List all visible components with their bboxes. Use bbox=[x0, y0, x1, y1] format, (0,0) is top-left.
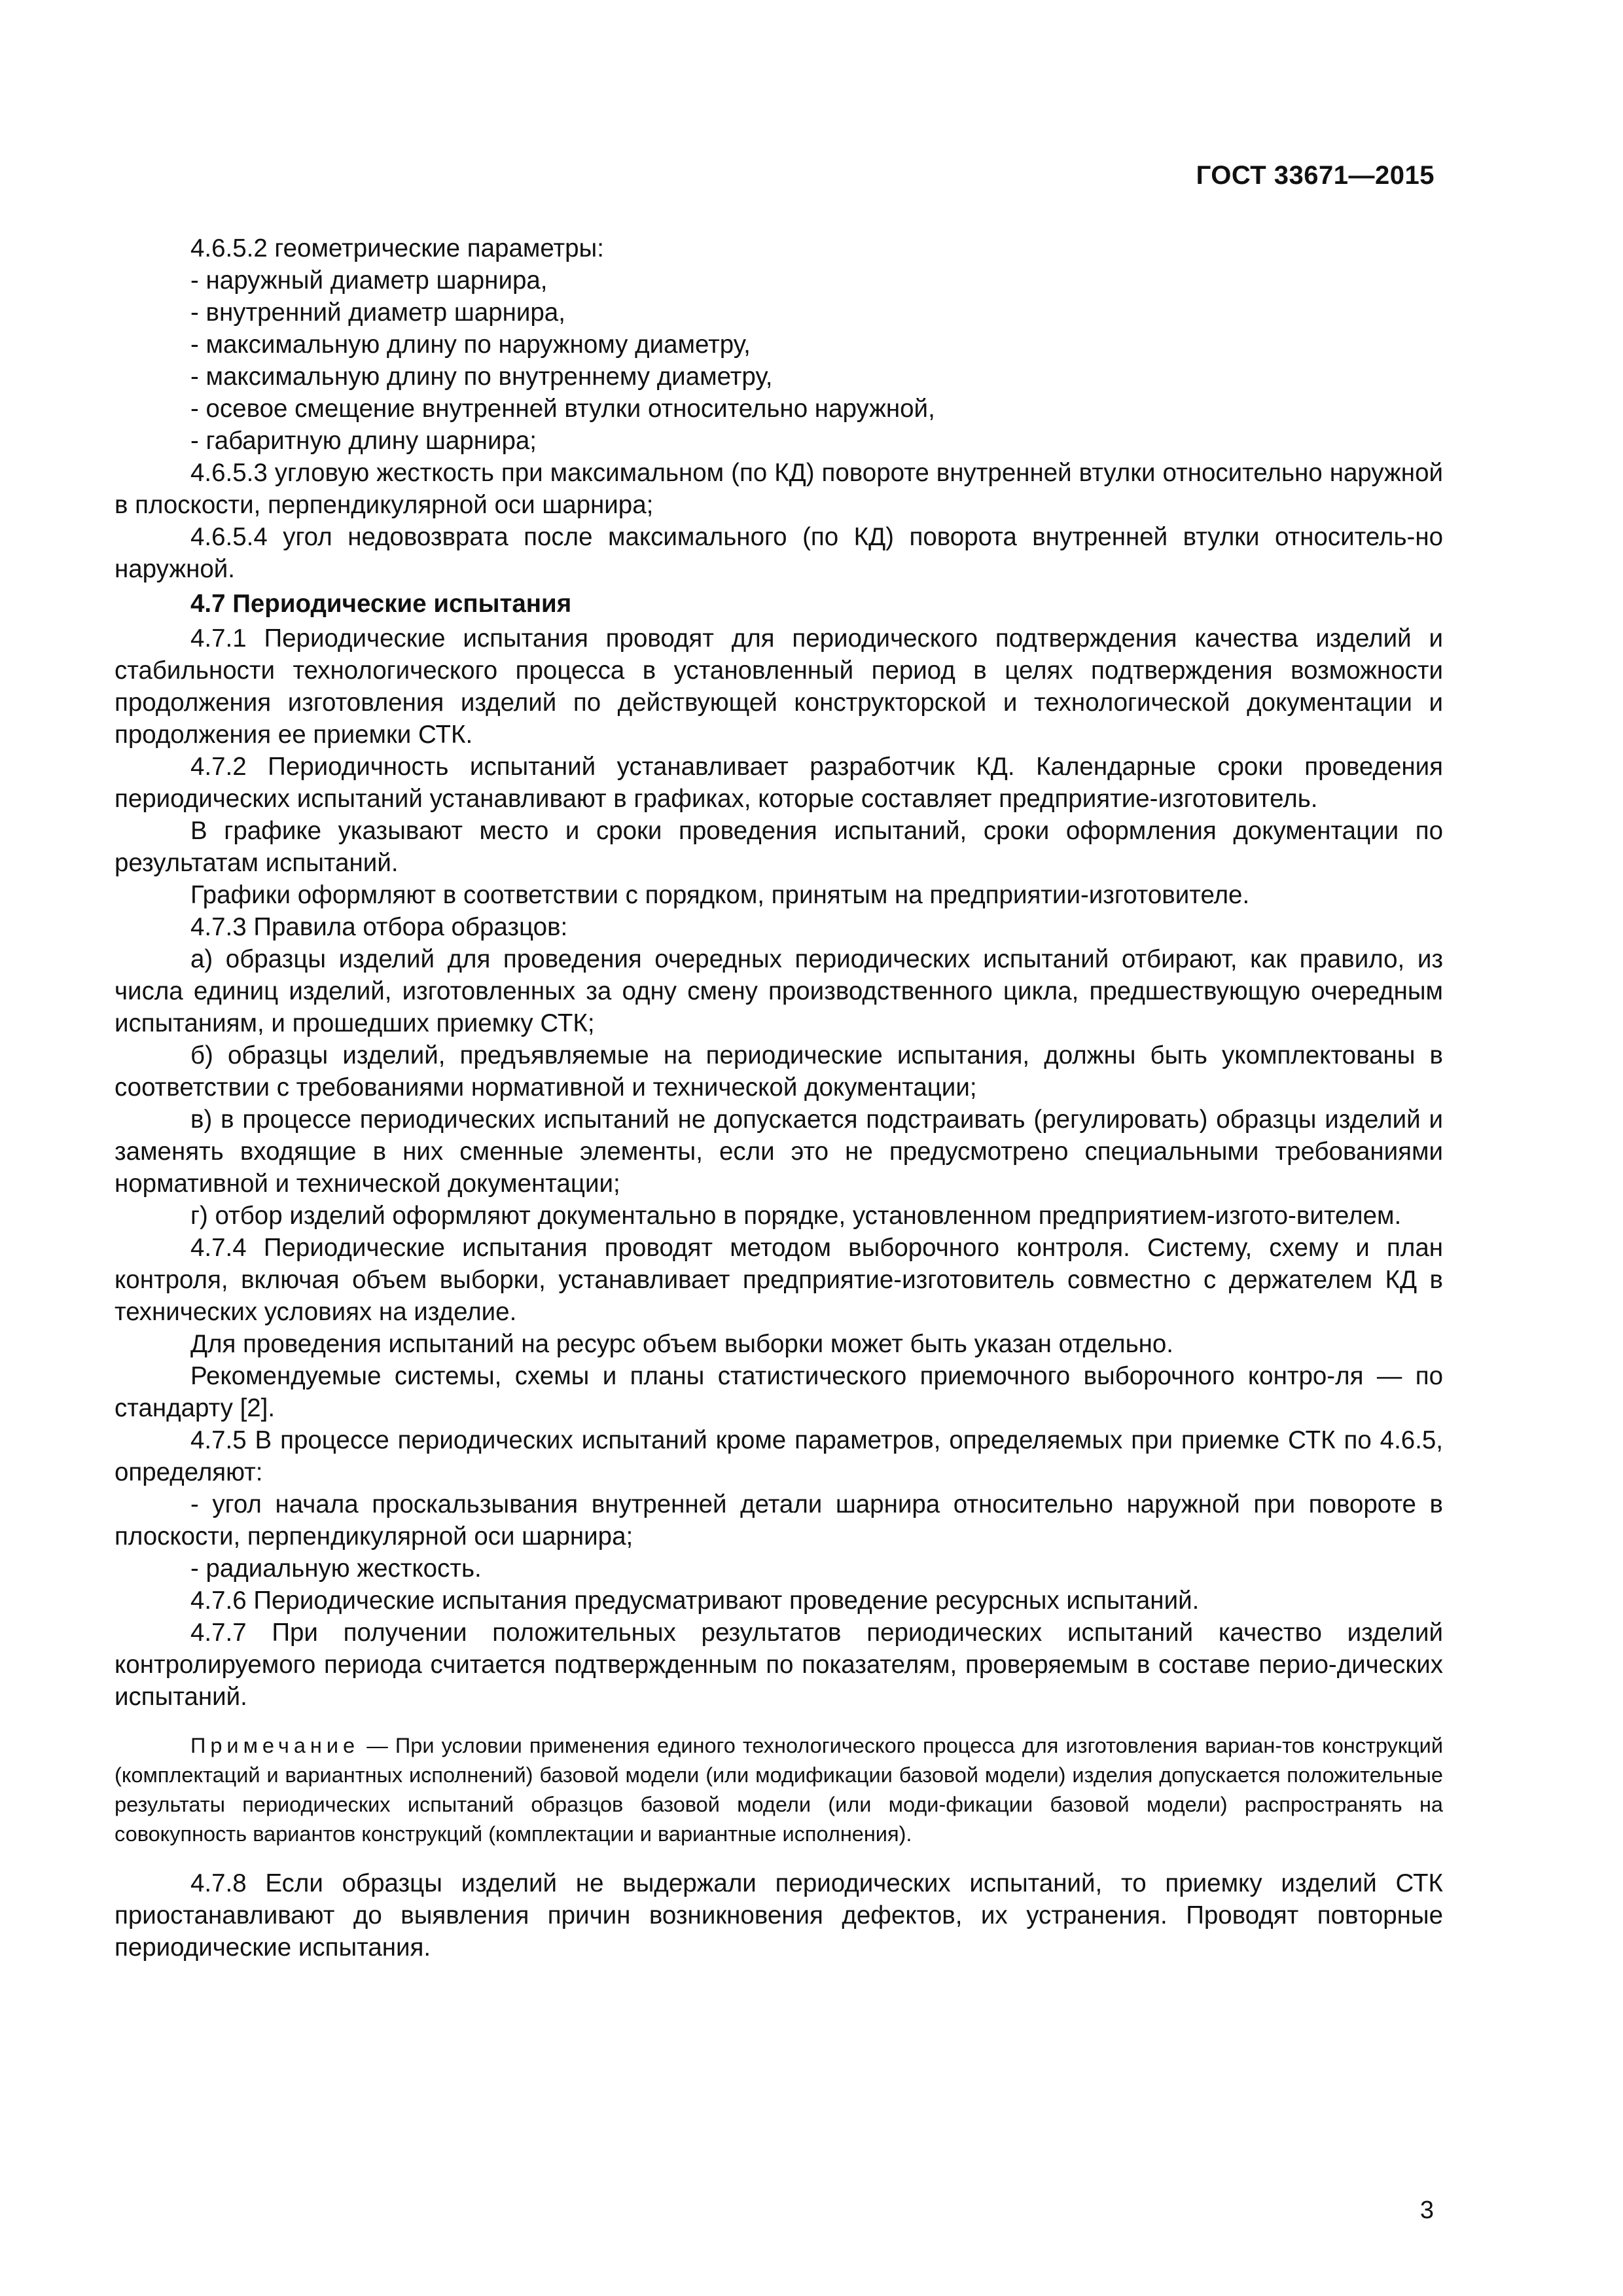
page-number: 3 bbox=[1419, 2197, 1434, 2224]
list-item: - максимальную длину по внутреннему диаметру, bbox=[190, 363, 773, 391]
clause-4-7-6: 4.7.6 Периодические испытания предусматривают проведение ресурсных испытаний. bbox=[190, 1587, 1200, 1615]
list-item: - габаритную длину шарнира; bbox=[190, 427, 537, 455]
list-item: - внутренний диаметр шарнира, bbox=[190, 298, 565, 327]
list-item: - осевое смещение внутренней втулки относительно наружной, bbox=[190, 395, 935, 423]
clause-4-7-2: 4.7.2 Периодичность испытаний устанавливает разработчик КД. Календарные сроки проведения периодических испытаний устанавливают в графиках, которые составляет предприятие-изготовитель. bbox=[115, 753, 1443, 813]
paragraph: Графики оформляют в соответствии с порядком, принятым на предприятии-изготовителе. bbox=[190, 881, 1250, 909]
clause-4-7-8: 4.7.8 Если образцы изделий не выдержали периодических испытаний, то приемку изделий СТК приостанавливают до выявления причин возникновения дефектов, их устранения. Проводят повторные периодические испытания. bbox=[115, 1869, 1443, 1962]
section-heading-4-7: 4.7 Периодические испытания bbox=[190, 590, 572, 618]
clause-4-7-5: 4.7.5 В процессе периодических испытаний кроме параметров, определяемых при приемке СТК по 4.6.5, определяют: bbox=[115, 1426, 1443, 1486]
note bbox=[115, 1731, 1443, 1849]
note-label: Примечание bbox=[190, 1734, 360, 1757]
clause-4-6-5-3: 4.6.5.3 угловую жесткость при максимальном (по КД) повороте внутренней втулки относительно наружной в плоскости, перпендикулярной оси шарнира; bbox=[115, 459, 1443, 519]
list-item: г) отбор изделий оформляют документально в порядке, установленном предприятием-изгото-вителем. bbox=[190, 1202, 1402, 1230]
clause-4-7-7: 4.7.7 При получении положительных результатов периодических испытаний качество изделий контролируемого периода считается подтвержденным по показателям, проверяемым в составе перио-дических испытаний. bbox=[115, 1619, 1443, 1711]
list-item: - наружный диаметр шарнира, bbox=[190, 266, 548, 295]
document-body bbox=[115, 232, 1443, 1964]
paragraph: В графике указывают место и сроки проведения испытаний, сроки оформления документации по результатам испытаний. bbox=[115, 817, 1443, 877]
list-item: - угол начала проскальзывания внутренней детали шарнира относительно наружной при повороте в плоскости, перпендикулярной оси шарнира; bbox=[115, 1490, 1443, 1551]
paragraph: Рекомендуемые системы, схемы и планы статистического приемочного выборочного контро-ля — по стандарту [2]. bbox=[115, 1362, 1443, 1422]
clause-4-6-5-2-title: 4.6.5.2 геометрические параметры: bbox=[190, 234, 604, 262]
note-text: — При условии применения единого технологического процесса для изготовления вариан-тов конструкций (комплектаций и вариантных исполнений) базовой модели (или модификации базовой модели) изделия допускается положительные результаты периодических испытаний образцов базовой модели (или моди-фикации базовой модели) распространять на совокупность вариантов конструкций (комплектации и вариантные исполнения). bbox=[115, 1734, 1443, 1846]
list-item: а) образцы изделий для проведения очередных периодических испытаний отбирают, как правило, из числа единиц изделий, изготовленных за одну смену производственного цикла, предшествующую очередным испытаниям, и прошедших приемку СТК; bbox=[115, 945, 1443, 1037]
clause-4-7-1: 4.7.1 Периодические испытания проводят для периодического подтверждения качества изделий и стабильности технологического процесса в установленный период в целях подтверждения возможности продолжения изготовления изделий по действующей конструкторской и технологической документации и продолжения ее приемки СТК. bbox=[115, 624, 1443, 749]
clause-4-6-5-4: 4.6.5.4 угол недовозврата после максимального (по КД) поворота внутренней втулки относитель-но наружной. bbox=[115, 523, 1443, 583]
list-item: в) в процессе периодических испытаний не допускается подстраивать (регулировать) образцы изделий и заменять входящие в них сменные элементы, если это не предусмотрено специальными требованиями нормативной и технической документации; bbox=[115, 1105, 1443, 1198]
document-id: ГОСТ 33671—2015 bbox=[1196, 161, 1435, 190]
clause-4-7-3: 4.7.3 Правила отбора образцов: bbox=[190, 913, 568, 941]
list-item: - радиальную жесткость. bbox=[190, 1554, 482, 1583]
list-item: - максимальную длину по наружному диаметру, bbox=[190, 331, 751, 359]
paragraph: Для проведения испытаний на ресурс объем выборки может быть указан отдельно. bbox=[190, 1330, 1174, 1358]
list-item: б) образцы изделий, предъявляемые на периодические испытания, должны быть укомплектованы в соответствии с требованиями нормативной и технической документации; bbox=[115, 1041, 1443, 1102]
clause-4-7-4: 4.7.4 Периодические испытания проводят методом выборочного контроля. Систему, схему и план контроля, включая объем выборки, устанавливает предприятие-изготовитель совместно с держателем КД в технических условиях на изделие. bbox=[115, 1234, 1443, 1326]
